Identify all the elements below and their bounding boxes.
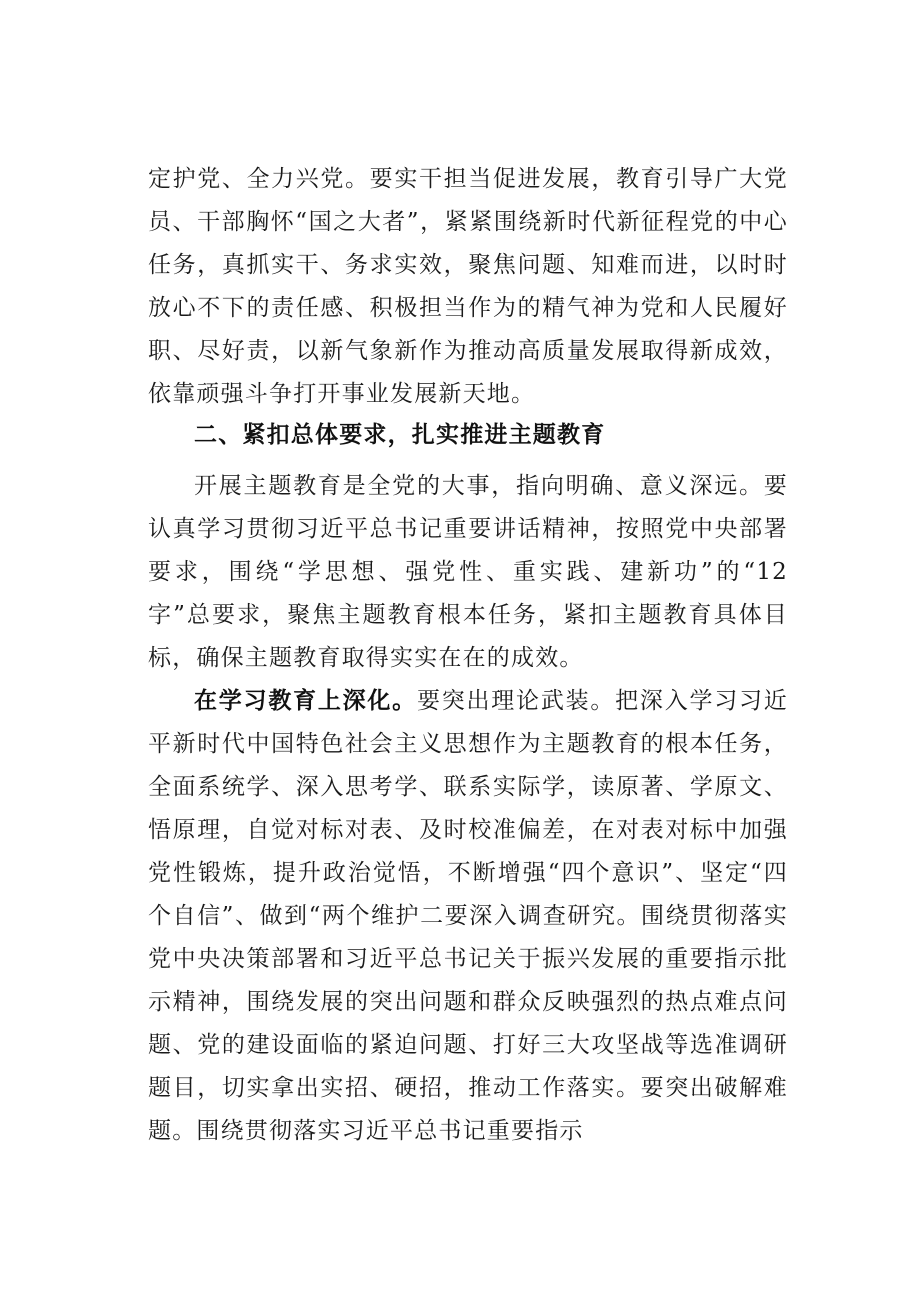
section-heading-block (148, 414, 788, 457)
paragraph-body (148, 680, 788, 1153)
paragraph-text: 开展主题教育是全党的大事，指向明确、意义深远。要认真学习贯彻习近平总书记重要讲话精神，按照党中央部署要求，围绕“学思想、强党性、重实践、建新功”的“12字”总要求，聚焦主题教育根本任务，紧扣主题教育具体目标，确保主题教育取得实实在在的成效。 (148, 473, 788, 671)
paragraph-overview (148, 465, 788, 680)
paragraph-text: 定护党、全力兴党。要实干担当促进发展，教育引导广大党员、干部胸怀“国之大者”，紧紧围绕新时代新征程党的中心任务，真抓实干、务求实效，聚焦问题、知难而进，以时时放心不下的责任感、积极担当作为的精气神为党和人民履好职、尽好责，以新气象新作为推动高质量发展取得新成效，依靠顽强斗争打开事业发展新天地。 (148, 166, 788, 407)
paragraph-lead-phrase: 在学习教育上深化。 (194, 688, 417, 714)
paragraph-learning-education (148, 680, 788, 1153)
section-heading: 二、紧扣总体要求，扎实推进主题教育 (194, 422, 606, 448)
paragraph-text: 要突出理论武装。把深入学习习近平新时代中国特色社会主义思想作为主题教育的根本任务，全面系统学、深入思考学、联系实际学，读原著、学原文、悟原理，自觉对标对表、及时校准偏差，在对表对标中加强党性锻炼，提升政治觉悟，不断增强“四个意识”、坚定“四个自信”、做到“两个维护二要深入调查研究。围绕贯彻落实党中央决策部署和习近平总书记关于振兴发展的重要指示批示精神，围绕发展的突出问题和群众反映强烈的热点难点问题、党的建设面临的紧迫问题、打好三大攻坚战等选准调研题目，切实拿出实招、硬招，推动工作落实。要突出破解难题。围绕贯彻落实习近平总书记重要指示 (148, 688, 788, 1144)
paragraph-continuation (148, 158, 788, 416)
